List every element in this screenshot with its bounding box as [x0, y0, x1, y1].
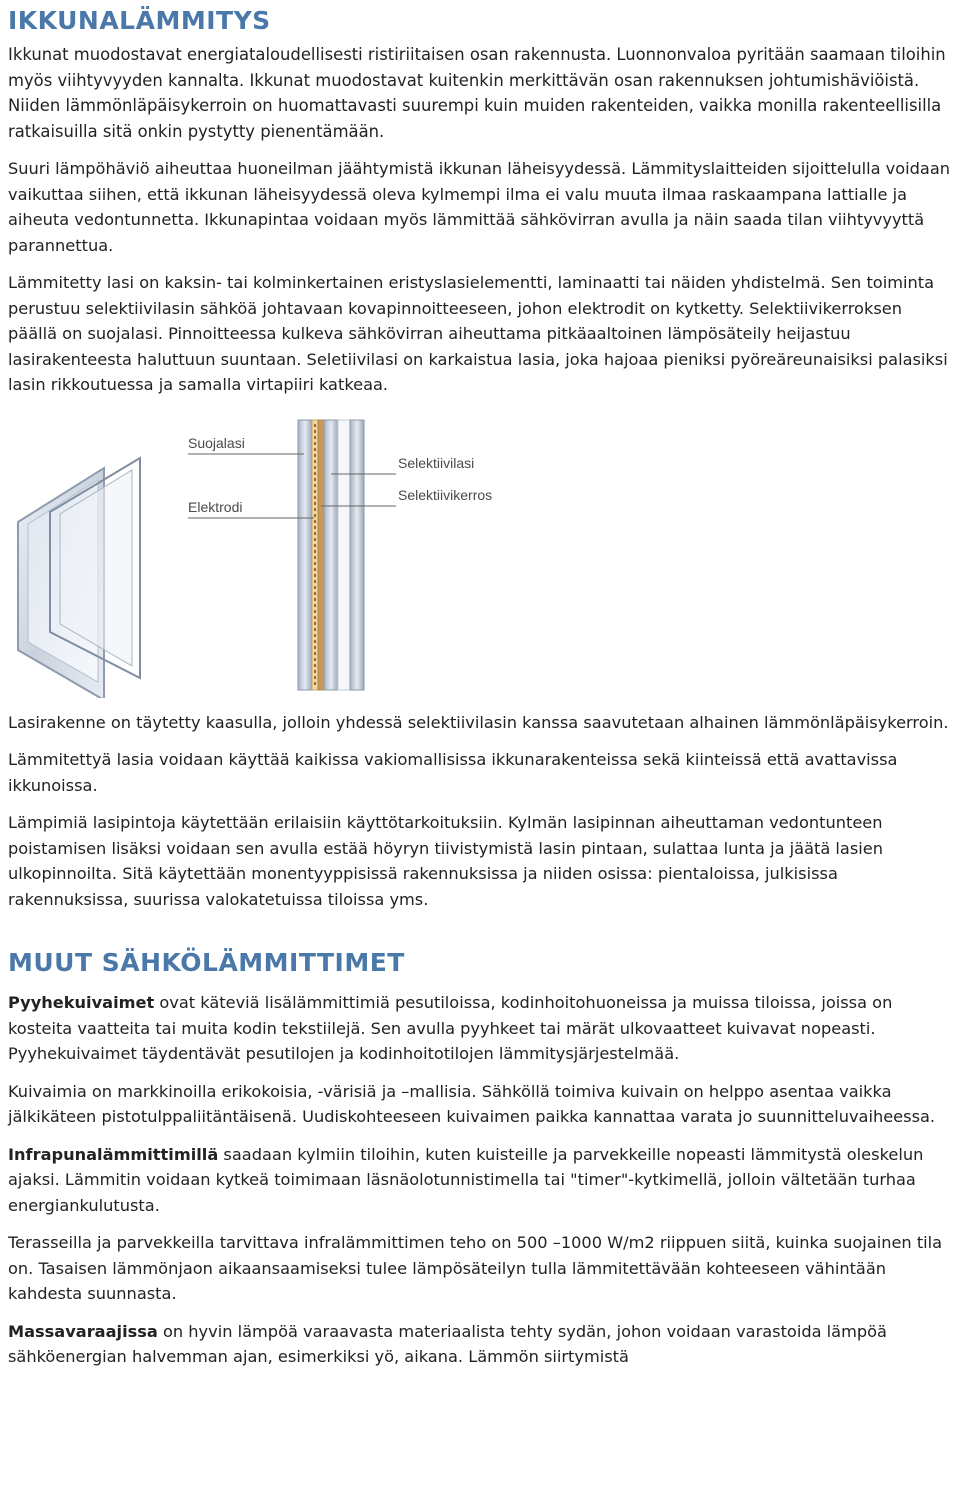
paragraph: Lämpimiä lasipintoja käytettään erilaisiin käyttötarkoituksiin. Kylmän lasipinnan aiheuttaman vedontunteen poistamisen lisäksi voidaan sen avulla estää höyryn tiivistymistä lasin pintaan, sulattaa lunta ja jäätä lasien ulkopinnoilta. Sitä käytettään monentyyppisissä rakennuksissa ja niiden osissa: pientaloissa, julkisissa rakennuksissa, suurissa valokatetuissa tiloissa yms.: [8, 813, 883, 909]
paragraph: Lämmitettyä lasia voidaan käyttää kaikissa vakiomallisissa ikkunarakenteissa sekä kiinteissä että avattavissa ikkunoissa.: [8, 750, 898, 795]
paragraph-infrapuna: [8, 1142, 952, 1219]
section-title-muut-sahkolammittimet: MUUT SÄHKÖLÄMMITTIMET: [8, 948, 405, 977]
gas-gap: [338, 420, 350, 690]
selective-glass-layer: [324, 420, 338, 690]
paragraph-massavaraajat: [8, 1319, 952, 1370]
label-elektrodi: Elektrodi: [188, 498, 243, 515]
term-pyyhekuivaimet: Pyyhekuivaimet: [8, 993, 155, 1012]
label-suojalasi: Suojalasi: [188, 434, 245, 451]
paragraph: Terasseilla ja parvekkeilla tarvittava infralämmittimen teho on 500 –1000 W/m2 riippuen siitä, kuinka suojainen tila on. Tasaisen lämmönjaon aikaansaamiseksi tulee lämpösäteilyn tulla lämmitettävään kohteeseen vähintään kahdesta suunnasta.: [8, 1233, 943, 1303]
paragraph-text: ovat käteviä lisälämmittimiä pesutiloissa, kodinhoitohuoneissa ja muissa tiloissa, joissa on kosteita vaatteita tai muita kodin tekstiilejä. Sen avulla pyyhkeet tai märät ulkovaatteet kuivavat nopeasti. Pyyhekuivaimet täydentävät pesutilojen ja kodinhoitotilojen lämmitysjärjestelmää.: [8, 993, 893, 1063]
inner-glass-layer: [350, 420, 364, 690]
heated-glass-illustration: [8, 410, 548, 698]
paragraph-pyyhekuivaimet: [8, 990, 952, 1067]
paragraph: Ikkunat muodostavat energiataloudellisesti ristiriitaisen osan rakennusta. Luonnonvaloa pyritään saamaan tiloihin myös viihtyvyyden kannalta. Ikkunat muodostavat kuitenkin merkittävän osan rakennuksen johtumishäviöistä. Niiden lämmönläpäisykerroin on huomattavasti suurempi kuin muiden rakenteiden, vaikka monilla rakenteellisilla ratkaisuilla sitä onkin pystytty pienentämään.: [8, 45, 946, 141]
term-massavaraajissa: Massavaraajissa: [8, 1321, 158, 1341]
label-selektiivilasi: Selektiivilasi: [398, 454, 475, 471]
paragraph-text: saadaan kylmiin tiloihin, kuten kuisteille ja parvekkeille nopeasti lämmitystä oleskelun ajaksi. Lämmitin voidaan kytkeä toimimaan läsnäolotunnistimella tai "timer"-kytkimellä, jolloin vältetään turhaa energiankulutusta.: [8, 1144, 924, 1215]
paragraph: Lämmitetty lasi on kaksin- tai kolminkertainen eristyslasielementti, laminaatti tai näiden yhdistelmä. Sen toiminta perustuu selektiivilasin sähköä johtavaan kovapinnoitteeseen, johon elektrodit on kytketty. Selektiivikerroksen päällä on suojalasi. Pinnoitteessa kulkeva sähkövirran aiheuttama pitkäaaltoinen lämpösäteily heijastuu lasirakenteesta haluttuun suuntaan. Seletiivilasi on karkaistua lasia, joka hajoaa pieniksi pyöreäreunaisiksi palasiksi lasin rikkoutuessa ja samalla virtapiiri katkeaa.: [8, 273, 948, 394]
heated-glass-diagram: [8, 410, 548, 698]
paragraph: Lasirakenne on täytetty kaasulla, jolloin yhdessä selektiivilasin kanssa saavutetaan alhainen lämmönläpäisykerroin.: [8, 712, 949, 732]
section-title-ikkunalammitys: IKKUNALÄMMITYS: [8, 6, 271, 35]
term-infrapunalammittimilla: Infrapunalämmittimillä: [8, 1144, 219, 1164]
paragraph: Suuri lämpöhäviö aiheuttaa huoneilman jäähtymistä ikkunan läheisyydessä. Lämmityslaitteiden sijoittelulla voidaan vaikuttaa siihen, että ikkunan läheisyydessä oleva kylmempi ilma ei valu muuta ilmaa raskaampana lattialle ja aiheuta vedontunnetta. Ikkunapintaa voidaan myös lämmittää sähkövirran avulla ja näin saada tilan viihtyvyyttä parannettua.: [8, 159, 951, 255]
selective-coating-layer: [318, 420, 324, 690]
label-selektiivikerros: Selektiivikerros: [398, 486, 493, 503]
protective-glass-layer: [298, 420, 312, 690]
paragraph: Kuivaimia on markkinoilla erikokoisia, -värisiä ja –mallisia. Sähköllä toimiva kuivain on helppo asentaa vaikka jälkikäteen pistotulppaliitäntäisenä. Uudiskohteeseen kuivaimen paikka kannattaa varata jo suunnitteluvaiheessa.: [8, 1081, 936, 1126]
paragraph-text: on hyvin lämpöä varaavasta materiaalista tehty sydän, johon voidaan varastoida lämpöä sähköenergian halvemman ajan, esimerkiksi yö, aikana. Lämmön siirtymistä: [8, 1321, 887, 1366]
